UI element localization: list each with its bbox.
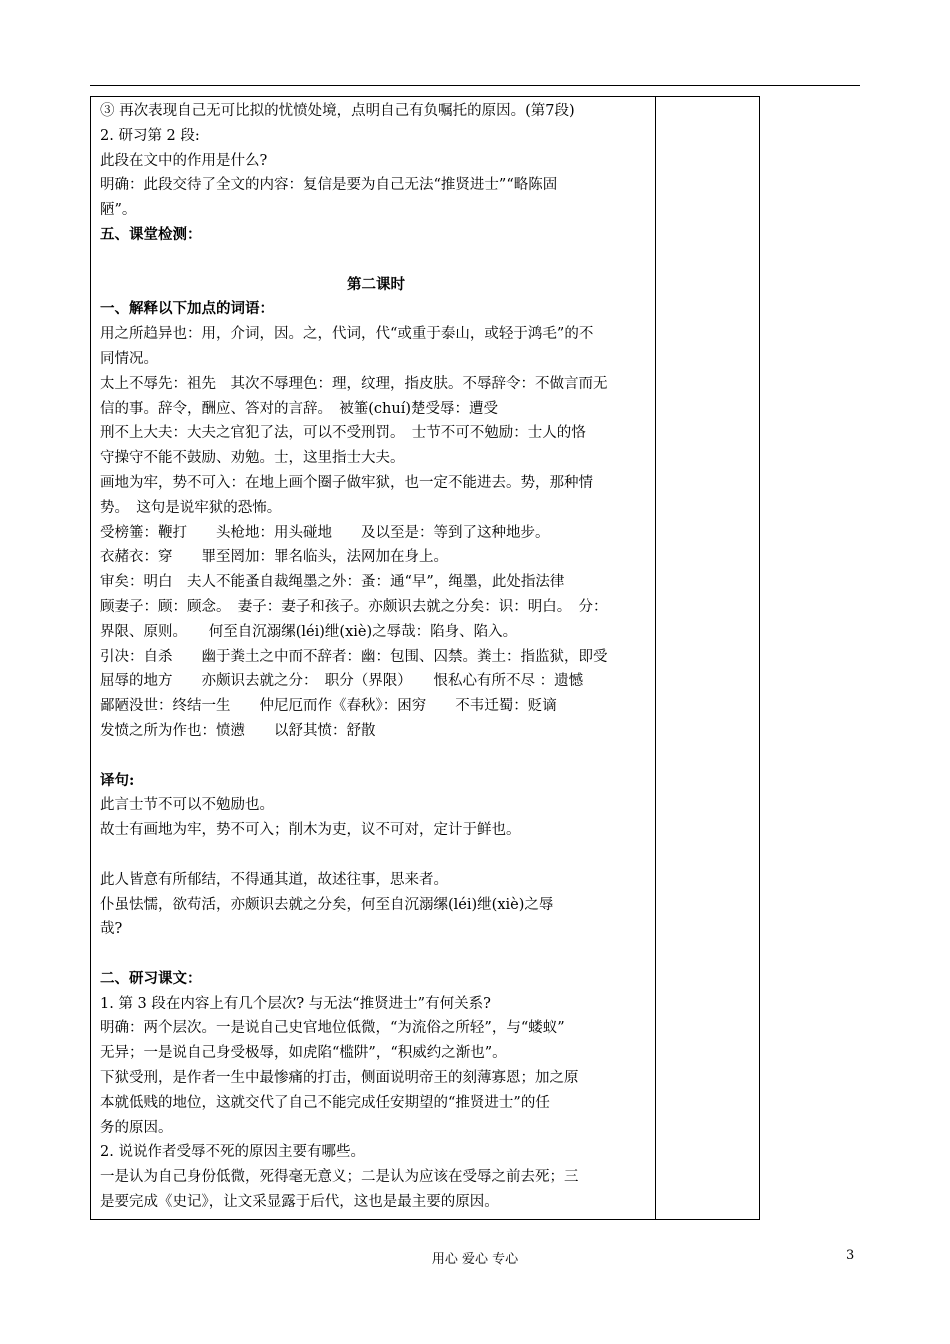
vocab-line: 信的事。辞令，酬应、答对的言辞。 被箠(chuí)楚受辱：遭受 bbox=[100, 400, 498, 417]
vocab-line: 鄙陋没世：终结一生 仲尼厄而作《春秋》：困穷 不韦迁蜀：贬谪 bbox=[100, 698, 557, 715]
vocab-line: 势。 这句是说牢狱的恐怖。 bbox=[100, 499, 282, 516]
vocab-line: 审矣：明白 夫人不能蚤自裁绳墨之外：蚤：通“早”，绳墨，此处指法律 bbox=[100, 574, 565, 591]
text-line: 2. 研习第 2 段: bbox=[100, 127, 200, 144]
lesson-table bbox=[90, 96, 760, 1220]
vocab-line: 刑不上大夫：大夫之官犯了法，可以不受刑罚。 士节不可不勉励：士人的恪 bbox=[100, 425, 586, 442]
vocab-line: 顾妻子：顾：顾念。 妻子：妻子和孩子。亦颇识去就之分矣：识：明白。 分： bbox=[100, 598, 608, 615]
column-divider bbox=[655, 97, 656, 1219]
vocab-line: 屈辱的地方 亦颇识去就之分： 职分（界限） 恨私心有所不尽 ：遗憾 bbox=[100, 673, 584, 690]
vocab-line: 衣赭衣：穿 罪至罔加：罪名临头，法网加在身上。 bbox=[100, 549, 448, 566]
study-line: 务的原因。 bbox=[100, 1119, 173, 1136]
study-line: 2. 说说作者受辱不死的原因主要有哪些。 bbox=[100, 1144, 365, 1161]
page-number: 3 bbox=[846, 1248, 855, 1263]
study-line: 本就低贱的地位，这就交代了自己不能完成任安期望的“推贤进士”的任 bbox=[100, 1094, 550, 1111]
spacer bbox=[100, 744, 652, 769]
translate-line: 故士有画地为牢，势不可入；削木为吏，议不可对，定计于鲜也。 bbox=[100, 822, 521, 839]
translate-line: 哉? bbox=[100, 921, 123, 938]
text-line: ③ 再次表现自己无可比拟的忧愤处境，点明自己有负嘱托的原因。(第7段) bbox=[100, 103, 575, 119]
vocab-line: 引决：自杀 幽于粪土之中而不辞者：幽：包围、囚禁。粪土：指监狱，即受 bbox=[100, 648, 608, 665]
section-heading-test: 五、课堂检测： bbox=[100, 225, 202, 243]
vocab-line: 太上不辱先：祖先 其次不辱理色：理，纹理，指皮肤。不辱辞令：不做言而无 bbox=[100, 375, 608, 392]
lesson-title: 第二课时 bbox=[347, 275, 405, 293]
section-heading-words: 一、解释以下加点的词语： bbox=[100, 300, 274, 318]
study-line: 1. 第 3 段在内容上有几个层次? 与无法“推贤进士”有何关系? bbox=[100, 995, 491, 1012]
vocab-line: 发愤之所为作也：愤懑 以舒其愤：舒散 bbox=[100, 722, 376, 739]
vocab-line: 守操守不能不鼓励、劝勉。士，这里指士大夫。 bbox=[100, 450, 405, 467]
translate-line: 仆虽怯懦，欲苟活，亦颇识去就之分矣，何至自沉溺缧(léi)绁(xiè)之辱 bbox=[100, 896, 554, 913]
translate-line: 此人皆意有所郁结，不得通其道，故述往事，思来者。 bbox=[100, 871, 448, 888]
study-line: 无异；一是说自己身受极辱，如虎陷“槛阱”，“积威约之渐也”。 bbox=[100, 1045, 507, 1062]
study-line: 明确：两个层次。一是说自己史官地位低微，“为流俗之所轻”，与“蝼蚁” bbox=[100, 1020, 565, 1037]
vocab-line: 画地为牢，势不可入：在地上画个圈子做牢狱，也一定不能进去。势，那种情 bbox=[100, 474, 593, 491]
lesson-content bbox=[100, 99, 652, 1215]
vocab-line: 界限、原则。 何至自沉溺缧(léi)绁(xiè)之辱哉：陷身、陷入。 bbox=[100, 623, 518, 640]
study-line: 一是认为自己身份低微，死得毫无意义；二是认为应该在受辱之前去死；三 bbox=[100, 1169, 579, 1186]
spacer bbox=[100, 843, 652, 868]
spacer bbox=[100, 942, 652, 967]
header-rule bbox=[90, 85, 860, 86]
translate-line: 此言士节不可以不勉励也。 bbox=[100, 797, 274, 814]
text-line: 陋”。 bbox=[100, 202, 137, 219]
study-line: 是要完成《史记》，让文采显露于后代，这也是最主要的原因。 bbox=[100, 1194, 499, 1211]
spacer bbox=[100, 248, 652, 273]
section-heading-study: 二、研习课文： bbox=[100, 969, 202, 987]
vocab-line: 受榜箠：鞭打 头枪地：用头碰地 及以至是：等到了这种地步。 bbox=[100, 524, 550, 541]
text-line: 此段在文中的作用是什么? bbox=[100, 152, 268, 169]
footer-slogan: 用心 爱心 专心 bbox=[431, 1252, 519, 1267]
section-heading-translate: 译句: bbox=[100, 771, 135, 789]
study-line: 下狱受刑，是作者一生中最惨痛的打击，侧面说明帝王的刻薄寡恩；加之原 bbox=[100, 1070, 579, 1087]
vocab-line: 用之所趋异也：用，介词，因。之，代词，代“或重于泰山，或轻于鸿毛”的不 bbox=[100, 326, 594, 343]
vocab-line: 同情况。 bbox=[100, 350, 158, 367]
text-line: 明确：此段交待了全文的内容：复信是要为自己无法“推贤进士”“略陈固 bbox=[100, 177, 558, 194]
